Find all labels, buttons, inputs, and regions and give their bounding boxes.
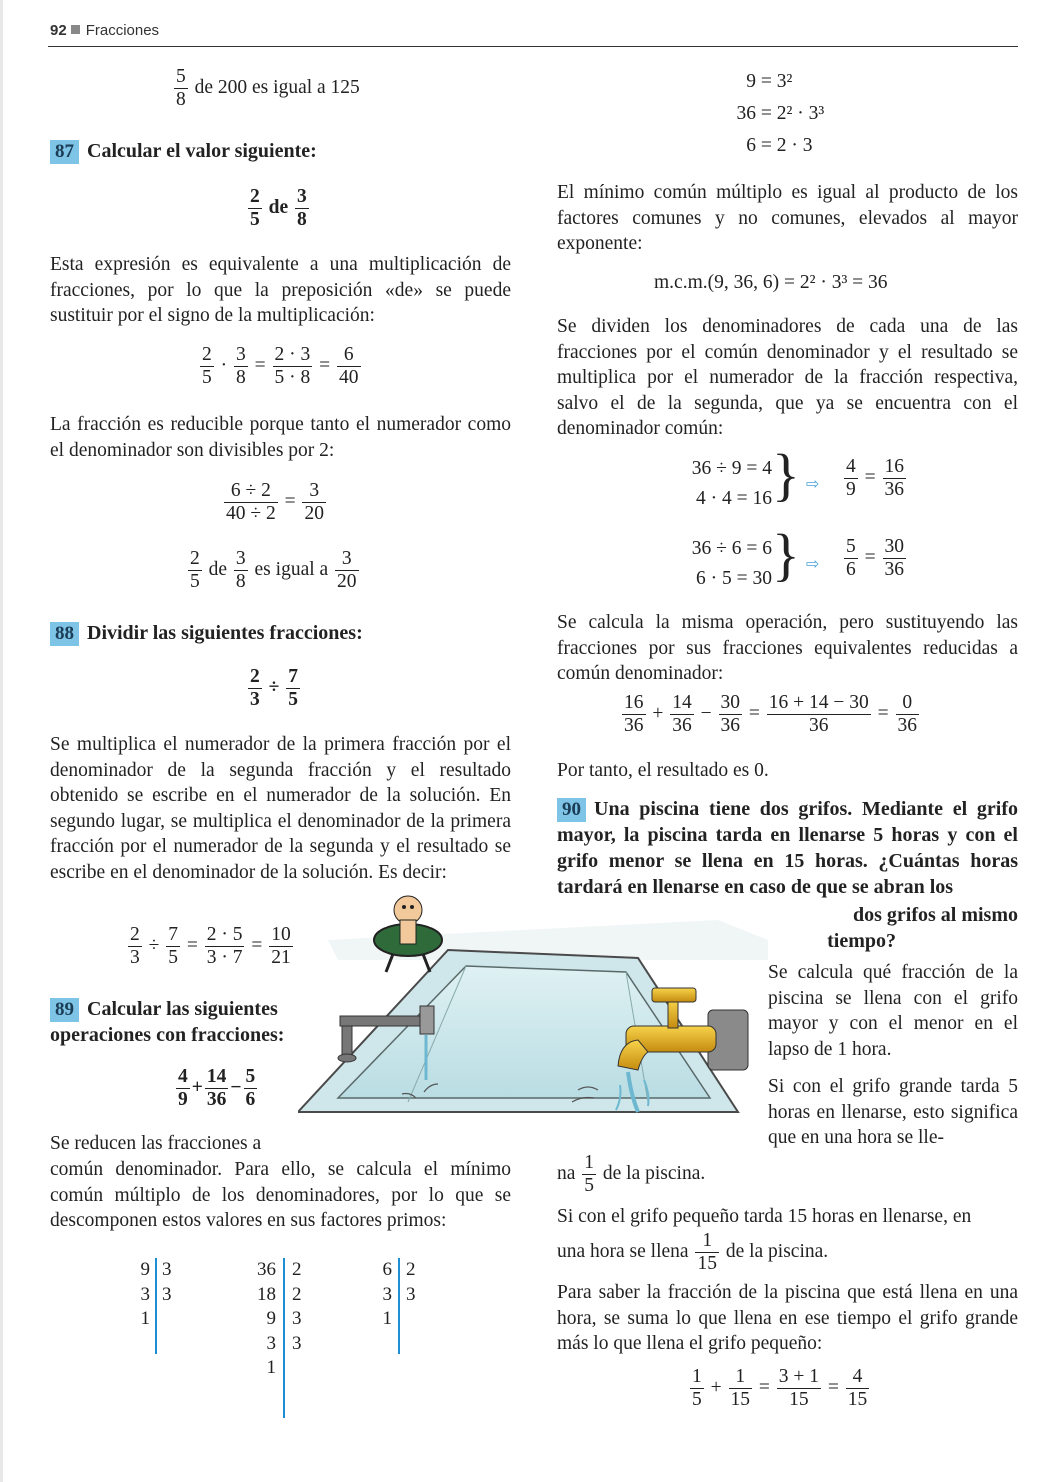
paragraph: Si con el grifo grande tarda 5 horas en llenarse, esto significa que en una hora se lle- <box>768 1076 1018 1148</box>
factor-table-36-right: 2 2 3 3 <box>292 1259 302 1354</box>
page-number: 92 <box>50 22 67 39</box>
factor-table-9-left: 9 3 1 <box>140 1259 150 1329</box>
paragraph: El mínimo común múltiplo es igual al producto de los factores comunes y no comunes, elevados al mayor exponente: <box>557 182 1018 254</box>
factor-table-6-left: 6 3 1 <box>382 1259 392 1329</box>
factor-table-6-right: 2 3 <box>406 1259 416 1305</box>
exercise-88-heading <box>50 620 363 646</box>
exercise-89-expression: $\frac{4}{9}$ + $\frac{14}{36}$ − $\frac{5}{6}$ <box>178 1066 256 1110</box>
exercise-87-expression: $\frac{2}{5}$ de $\frac{3}{8}$ <box>250 186 307 230</box>
paragraph: Se calcula qué fracción de la piscina se llena con el grifo mayor y con el menor en el lapso de 1 hora. <box>768 962 1018 1060</box>
paragraph: Se calcula la misma operación, pero sustituyendo las fracciones por sus fracciones equivalentes reducidas a común denominador: <box>557 612 1018 684</box>
multiplication-equation: $\frac{2}{5}$ · $\frac{3}{8}$ = $\frac{2 \cdot 3}{5 \cdot 8}$ = $\frac{6}{40}$ <box>202 344 359 388</box>
exercise-title: Calcular el valor siguiente: <box>87 140 317 162</box>
exercise-90-heading <box>557 796 1018 900</box>
square-bullet-icon <box>71 25 80 34</box>
header-rule <box>48 46 1018 47</box>
exercise-title: Una piscina tiene dos grifos. Mediante el grifo mayor, la piscina tarda en llenarse 5 horas y con el grifo menor se llena en 15 horas. ¿Cuántas horas tardará en llenarse en caso de que se abran los <box>557 798 1018 898</box>
fraction-line: una hora se llena $\frac{1}{15}$ de la piscina. <box>557 1230 829 1274</box>
paragraph-line: Se reducen las fracciones a <box>50 1133 262 1154</box>
fraction-line: na $\frac{1}{5}$ de la piscina. <box>557 1152 706 1196</box>
division-steps-2: 36 ÷ 6 = 6 6 · 5 = 30 <box>691 538 772 589</box>
equivalent-fraction-1: $\frac{4}{9}$ = $\frac{16}{36}$ <box>846 456 904 500</box>
exercise-88-expression: $\frac{2}{3}$ ÷ $\frac{7}{5}$ <box>250 666 298 710</box>
factor-table-36-left: 36 18 9 3 1 <box>257 1259 276 1378</box>
prime-factorization: 9 = 3² 36 = 2² · 3³ 6 = 2 · 3 <box>736 71 825 156</box>
fraction: $\frac{5}{8}$ <box>176 66 186 110</box>
division-steps-1: 36 ÷ 9 = 4 4 · 4 = 16 <box>691 458 772 509</box>
paragraph: Se multiplica el numerador de la primera fracción por el denominador de la segunda fracción y el resultado obtenido se escribe en el numerador de la solución. En segundo lugar, se multiplica el denominador de la primera fracción por el numerador de la segunda y el resultado se escribe en el denominador de la solución. Es decir: <box>50 734 511 883</box>
exercise-87-heading <box>50 138 317 164</box>
exercise-number: 89 <box>50 998 79 1022</box>
exercise-number: 87 <box>50 140 79 164</box>
intro-result-line: $\frac{5}{8}$ de 200 es igual a 125 <box>176 66 360 110</box>
paragraph-line: Si con el grifo pequeño tarda 15 horas en llenarse, en <box>557 1206 972 1227</box>
lcm-equation: m.c.m.(9, 36, 6) = 2² · 3³ = 36 <box>654 272 888 293</box>
factor-divider <box>155 1258 157 1354</box>
factor-table-9-right: 3 3 <box>162 1259 172 1305</box>
paragraph: La fracción es reducible porque tanto el numerador como el denominador son divisibles por 2: <box>50 414 511 461</box>
equivalent-fraction-2: $\frac{5}{6}$ = $\frac{30}{36}$ <box>846 536 904 580</box>
paragraph: Esta expresión es equivalente a una multiplicación de fracciones, por lo que la preposición «de» se puede sustituir por el signo de la multiplicación: <box>50 254 511 326</box>
paragraph: Por tanto, el resultado es 0. <box>557 760 769 781</box>
pool-illustration <box>298 880 768 1180</box>
page-edge <box>0 0 3 1482</box>
brace: } <box>772 522 800 587</box>
factor-divider <box>398 1258 400 1354</box>
paragraph: Para saber la fracción de la piscina que está llena en una hora, se suma lo que llena en ese tiempo el grifo grande más lo que llena el grifo pequeño: <box>557 1282 1018 1354</box>
exercise-number: 88 <box>50 622 79 646</box>
hourly-sum-equation: $\frac{1}{5}$ + $\frac{1}{15}$ = $\frac{3 + 1}{15}$ = $\frac{4}{15}$ <box>692 1366 868 1410</box>
exercise-90-title-cont: dos grifos al mismo <box>853 904 1018 926</box>
paragraph: común denominador. Para ello, se calcula el mínimo común múltiplo de los denominadores, por lo que se descomponen estos valores en sus factores primos: <box>50 1159 511 1231</box>
arrow-icon: ⇨ <box>806 474 820 493</box>
reduction-equation: $\frac{6 \div 2}{40 \div 2}$ = $\frac{3}{20}$ <box>226 480 324 524</box>
exercise-title: Dividir las siguientes fracciones: <box>87 622 363 644</box>
brace: } <box>772 442 800 507</box>
paragraph: Se dividen los denominadores de cada una de las fracciones por el común denominador y el resultado se multiplica por el numerador de la fracción respectiva, salvo el de la segunda, que ya se encuentra con el denominador común: <box>557 316 1018 439</box>
division-equation: $\frac{2}{3}$ ÷ $\frac{7}{5}$ = $\frac{2 \cdot 5}{3 \cdot 7}$ = $\frac{10}{21}$ <box>130 924 291 968</box>
running-header <box>50 22 159 39</box>
factor-divider <box>283 1258 285 1418</box>
exercise-90-title-end: tiempo? <box>827 930 896 952</box>
exercise-87-result: $\frac{2}{5}$ de $\frac{3}{8}$ es igual a $\frac{3}{20}$ <box>190 548 357 592</box>
exercise-title: Calcular las siguientes <box>87 998 278 1020</box>
exercise-number: 90 <box>557 798 586 822</box>
exercise-89-title-line2: operaciones con fracciones: <box>50 1024 285 1046</box>
sum-equation: $\frac{16}{36}$ + $\frac{14}{36}$ − $\frac{30}{36}$ = $\frac{16 + 14 - 30}{36}$ = $\frac{0}{36}$ <box>624 692 917 736</box>
swimmer-cartoon-icon <box>374 896 442 972</box>
arrow-icon: ⇨ <box>806 554 820 573</box>
section-title: Fracciones <box>85 22 160 39</box>
exercise-89-heading <box>50 996 278 1022</box>
